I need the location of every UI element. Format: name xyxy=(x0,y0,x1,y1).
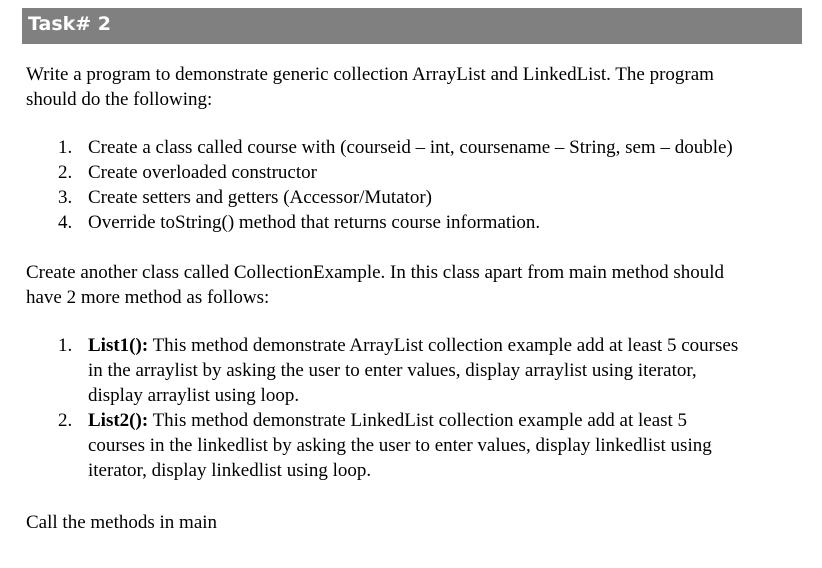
list-number: 3. xyxy=(58,187,73,208)
method-line: iterator, display linkedlist using loop. xyxy=(88,460,372,481)
course-steps-list xyxy=(0,135,733,235)
list-item-text xyxy=(88,333,738,408)
list-number: 2. xyxy=(58,410,73,431)
list-item-text: Override toString() method that returns course information. xyxy=(88,212,541,233)
list-item-text xyxy=(88,408,738,483)
method-line: This method demonstrate ArrayList collection example add at least 5 courses xyxy=(148,335,739,356)
method-name: List1(): xyxy=(88,335,149,356)
method-name: List2(): xyxy=(88,410,149,431)
intro-line: Write a program to demonstrate generic collection ArrayList and LinkedList. The program xyxy=(26,64,714,85)
list-item xyxy=(0,408,738,483)
collection-line: have 2 more method as follows: xyxy=(26,287,270,308)
method-line: courses in the linkedlist by asking the user to enter values, display linkedlist using xyxy=(88,435,712,456)
task-header xyxy=(22,8,802,44)
list-item xyxy=(0,210,733,235)
list-item-text: Create overloaded constructor xyxy=(88,162,317,183)
list-number: 1. xyxy=(58,137,73,158)
list-item xyxy=(0,135,733,160)
list-item xyxy=(0,160,733,185)
method-line: in the arraylist by asking the user to enter values, display arraylist using iterator, xyxy=(88,360,697,381)
method-line: display arraylist using loop. xyxy=(88,385,300,406)
intro-paragraph xyxy=(26,62,714,112)
list-item-text: Create a class called course with (courseid – int, coursename – String, sem – double) xyxy=(88,137,733,158)
collection-paragraph xyxy=(26,260,724,310)
list-item xyxy=(0,333,738,408)
methods-list xyxy=(0,333,738,483)
list-item xyxy=(0,185,733,210)
intro-line: should do the following: xyxy=(26,89,213,110)
closing-line: Call the methods in main xyxy=(26,512,218,533)
task-title: Task# 2 xyxy=(28,13,112,35)
list-number: 1. xyxy=(58,335,73,356)
list-number: 4. xyxy=(58,212,73,233)
collection-line: Create another class called CollectionExample. In this class apart from main method should xyxy=(26,262,725,283)
list-number: 2. xyxy=(58,162,73,183)
list-item-text: Create setters and getters (Accessor/Mutator) xyxy=(88,187,432,208)
method-line: This method demonstrate LinkedList collection example add at least 5 xyxy=(148,410,688,431)
